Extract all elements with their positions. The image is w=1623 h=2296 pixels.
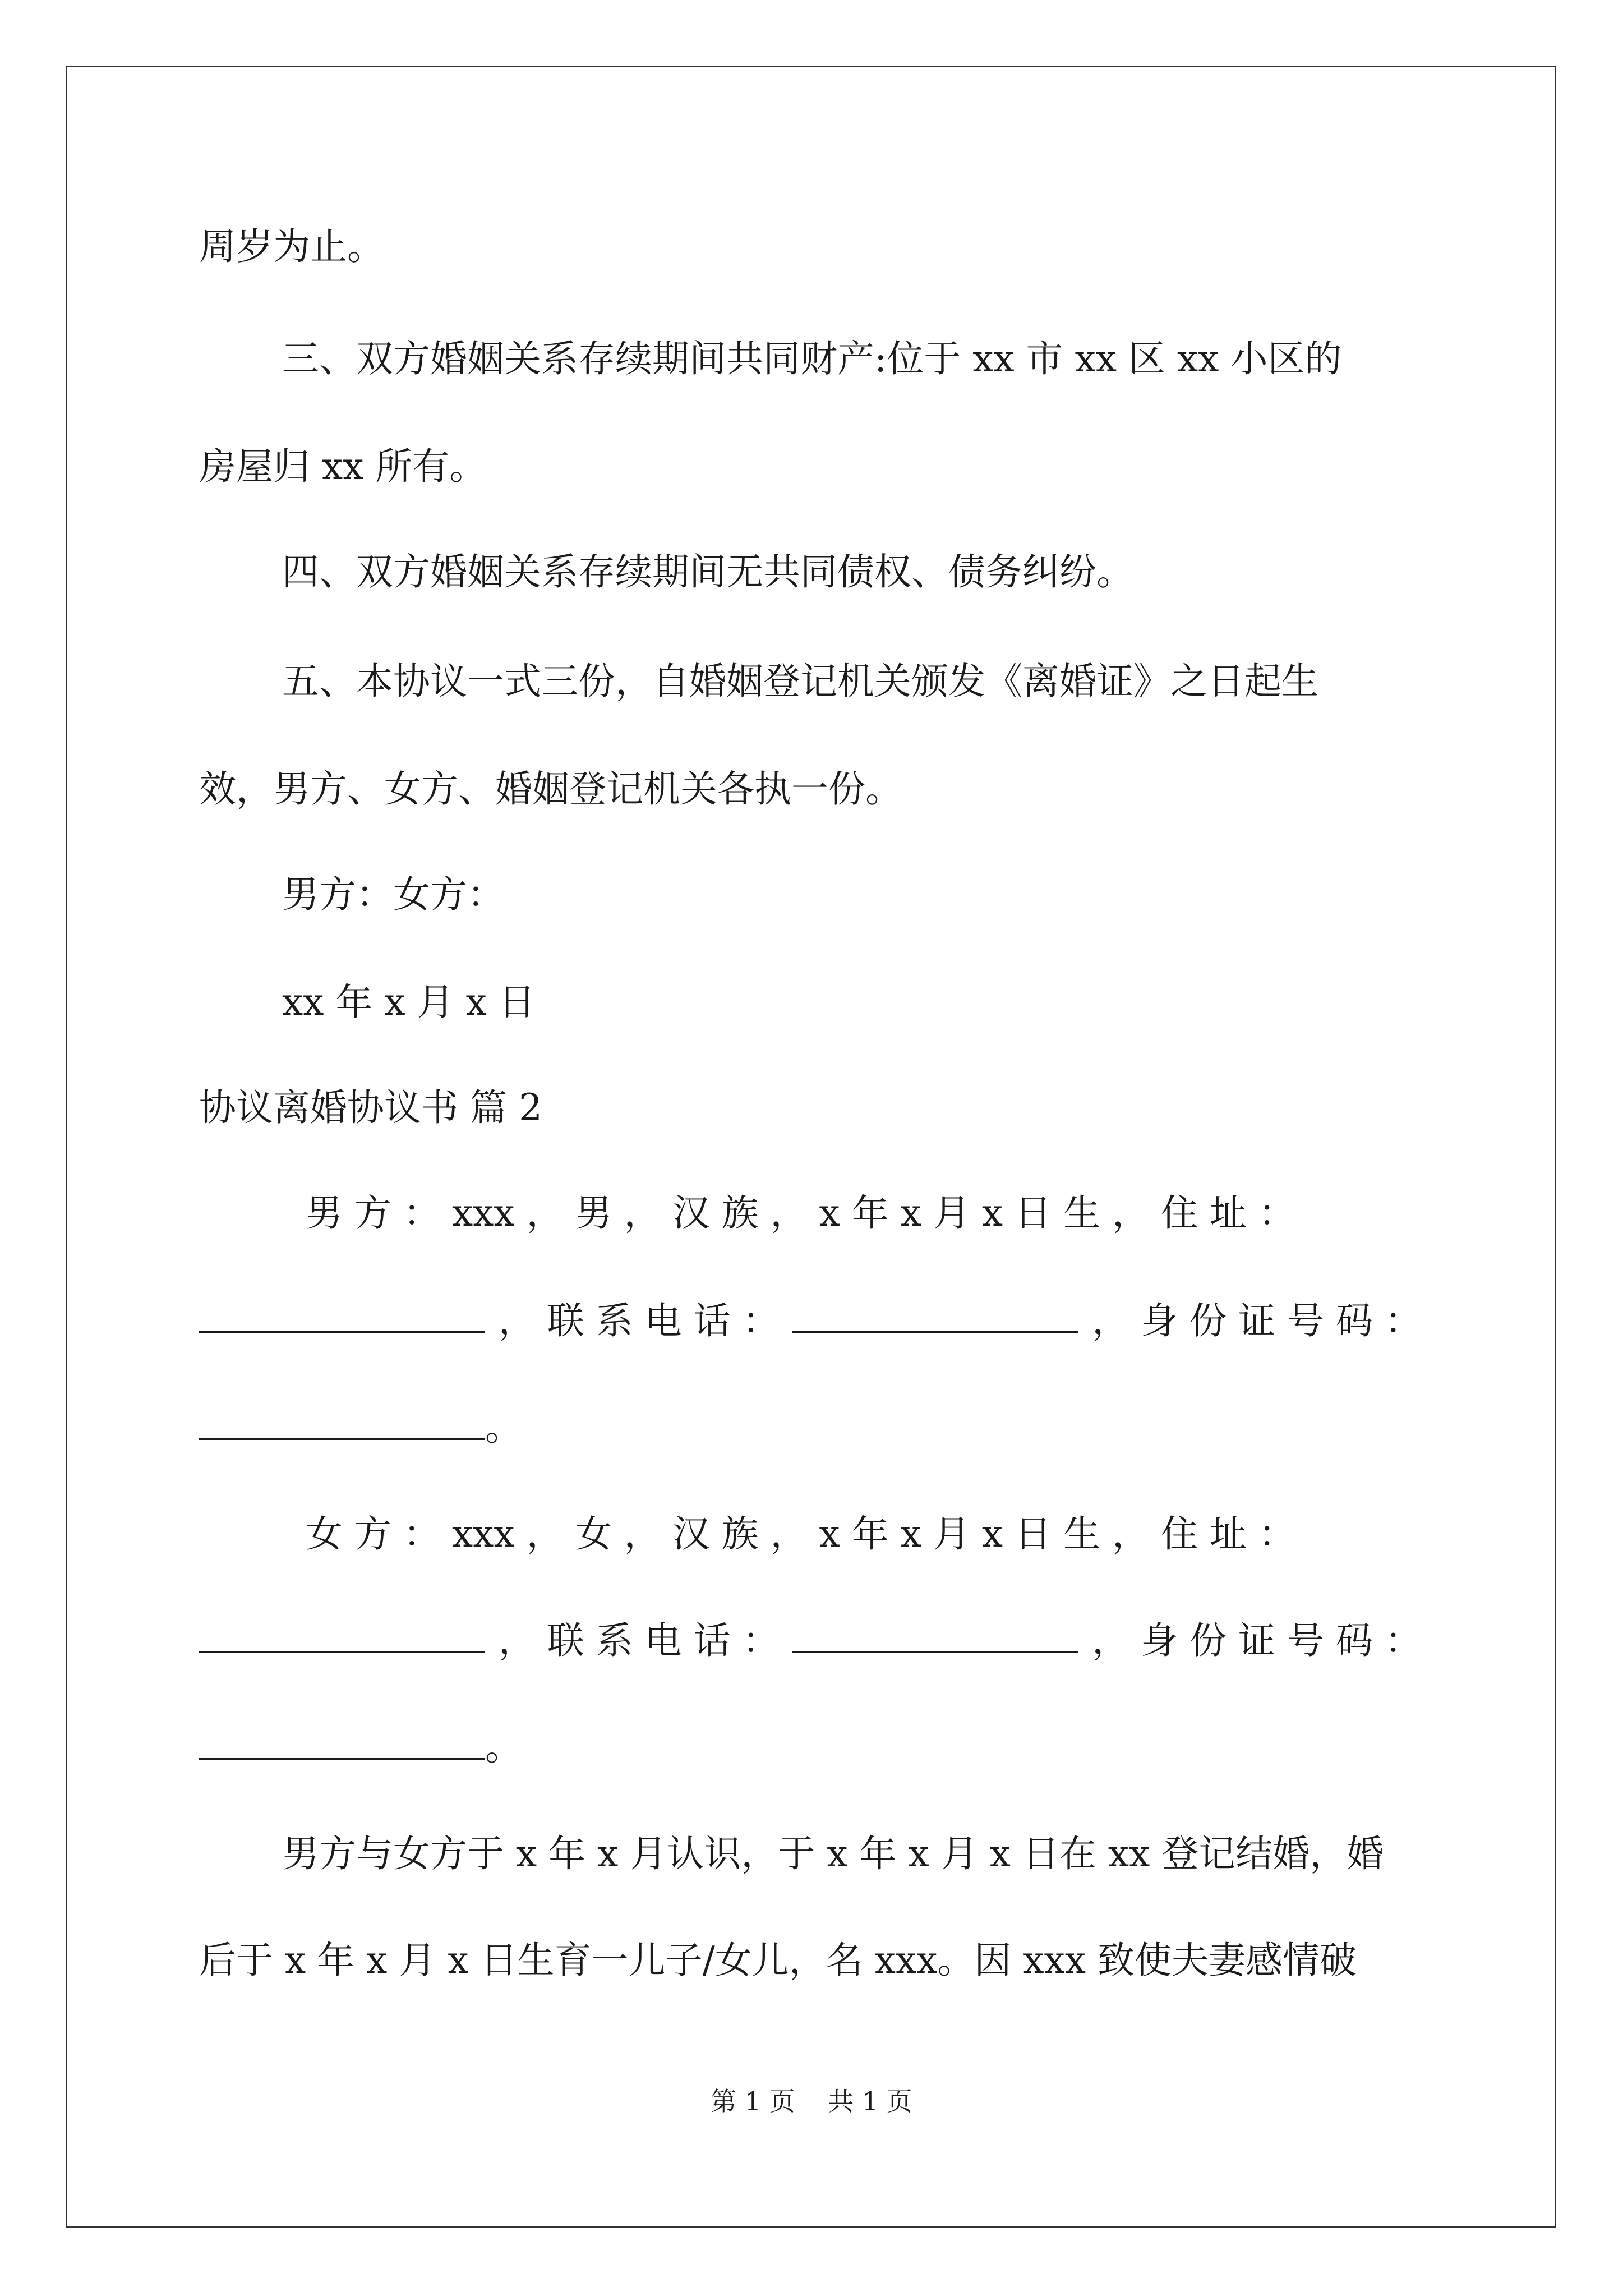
phone-blank bbox=[792, 1299, 1078, 1333]
female-party-line: 女 方 ： xxx ， 女 ， 汉 族 ， x 年 x 月 x 日 生 ， 住 址 ： bbox=[306, 1512, 1295, 1556]
phone-blank bbox=[792, 1618, 1078, 1653]
period: 。 bbox=[485, 1406, 522, 1449]
id-blank bbox=[199, 1406, 485, 1440]
phone-label: ， 联 系 电 话 ： bbox=[498, 1619, 780, 1662]
id-blank bbox=[199, 1726, 485, 1760]
page-frame bbox=[66, 66, 1556, 2228]
address-blank bbox=[199, 1299, 485, 1333]
paragraph-line: 效，男方、女方、婚姻登记机关各执一份。 bbox=[199, 767, 902, 811]
signature-line: 男方：女方： bbox=[282, 873, 504, 916]
paragraph-line: 五、本协议一式三份，自婚姻登记机关颁发《离婚证》之日起生 bbox=[282, 660, 1318, 703]
male-contact-line bbox=[199, 1299, 1422, 1343]
paragraph-line: 男方与女方于 x 年 x 月认识，于 x 年 x 月 x 日在 xx 登记结婚，婚 bbox=[282, 1832, 1384, 1875]
female-contact-line bbox=[199, 1618, 1422, 1663]
address-blank bbox=[199, 1618, 485, 1653]
phone-label: ， 联 系 电 话 ： bbox=[498, 1299, 780, 1342]
female-id-line bbox=[199, 1725, 522, 1770]
period: 。 bbox=[485, 1726, 522, 1769]
date-line: xx 年 x 月 x 日 bbox=[282, 981, 536, 1024]
section-title: 协议离婚协议书 篇 2 bbox=[199, 1086, 542, 1129]
paragraph-line: 三、双方婚姻关系存续期间共同财产:位于 xx 市 xx 区 xx 小区的 bbox=[282, 337, 1342, 380]
male-party-line: 男 方 ： xxx ， 男 ， 汉 族 ， x 年 x 月 x 日 生 ， 住 址 ： bbox=[306, 1191, 1295, 1235]
page-footer: 第 1 页 共 1 页 bbox=[711, 2086, 912, 2116]
paragraph-line: 房屋归 xx 所有。 bbox=[199, 445, 487, 488]
id-label: ， 身 份 证 号 码 ： bbox=[1092, 1619, 1422, 1662]
paragraph-line: 四、双方婚姻关系存续期间无共同债权、债务纠纷。 bbox=[282, 550, 1133, 593]
paragraph-line: 周岁为止。 bbox=[199, 225, 384, 268]
id-label: ， 身 份 证 号 码 ： bbox=[1092, 1299, 1422, 1342]
paragraph-line: 后于 x 年 x 月 x 日生育一儿子/女儿，名 xxx。因 xxx 致使夫妻感情破 bbox=[199, 1939, 1357, 1982]
male-id-line bbox=[199, 1405, 522, 1450]
